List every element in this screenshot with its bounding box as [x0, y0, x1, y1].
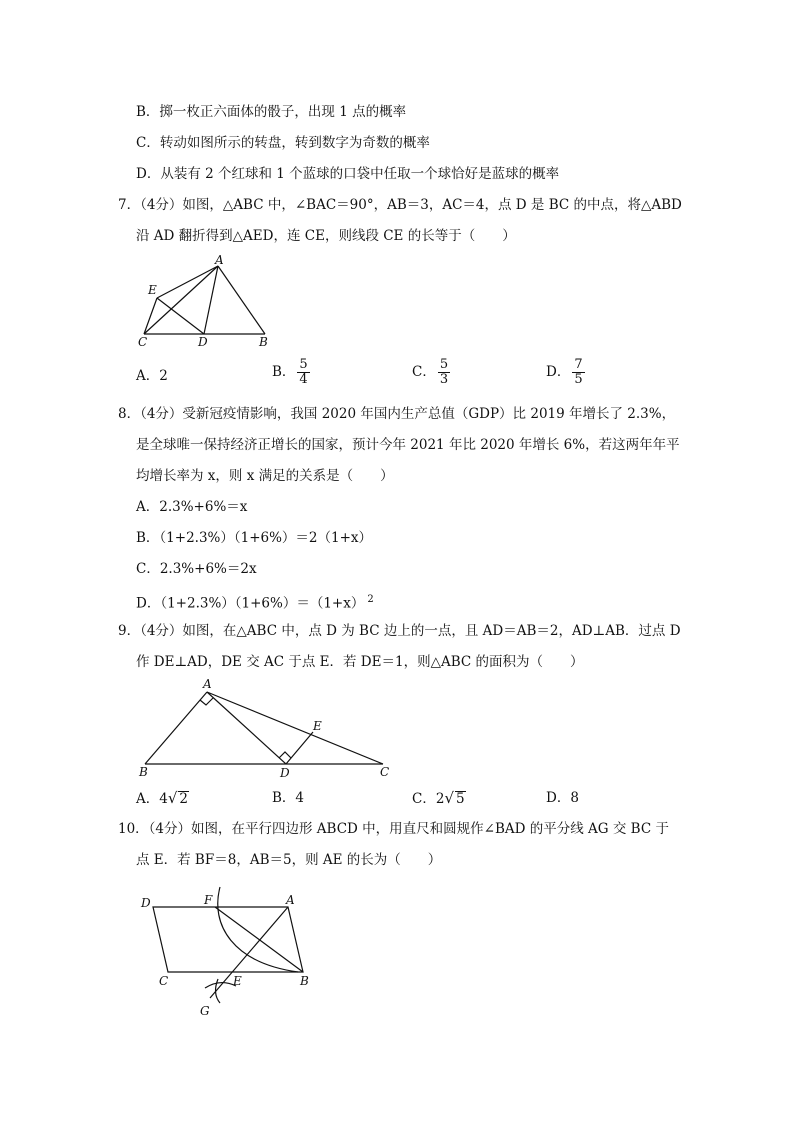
- q9-label-a: A: [203, 677, 212, 691]
- q9-option-d: D．8: [546, 790, 579, 806]
- q7-label-a: A: [215, 253, 224, 267]
- q6-option-c: C．转动如图所示的转盘，转到数字为奇数的概率: [136, 135, 430, 151]
- q6-option-b: B．掷一枚正六面体的骰子，出现 1 点的概率: [136, 104, 407, 120]
- q7-figure: [130, 255, 290, 350]
- q7-seg-ac: [144, 266, 218, 334]
- q8-option-c: C．2.3%+6%＝2x: [136, 561, 257, 577]
- q10-stem-line2: 点 E．若 BF＝8，AB＝5，则 AE 的长为（ ）: [136, 852, 442, 868]
- q9-label-d: D: [280, 766, 290, 780]
- q9-right-angle-d: [279, 752, 291, 758]
- q9-option-a: A．4√ 2: [136, 789, 188, 807]
- q9-seg-ab: [145, 692, 207, 764]
- q7-stem-line1: 7．（4分）如图，△ABC 中，∠BAC＝90°，AB＝3，AC＝4，点 D 是 BC 的中点，将△ABD: [118, 197, 682, 213]
- q7-option-d: D． $\frac{7}{5}$: [546, 357, 583, 387]
- q7-option-c: C． $\frac{5}{3}$: [412, 357, 449, 387]
- q8-stem-line2: 是全球唯一保持经济正增长的国家，预计今年 2021 年比 2020 年增长 6%，若这两年年平: [136, 437, 680, 453]
- q8-stem-line3: 均增长率为 x，则 x 满足的关系是（ ）: [136, 468, 394, 484]
- q9-stem-line2: 作 DE⊥AD，DE 交 AC 于点 E．若 DE＝1，则△ABC 的面积为（ ）: [136, 654, 584, 670]
- q10-label-g: G: [200, 1004, 210, 1018]
- q8-option-a: A．2.3%+6%＝x: [136, 499, 248, 515]
- q7-option-a: A．2: [136, 368, 168, 384]
- q7-stem-line2: 沿 AD 翻折得到△AED，连 CE，则线段 CE 的长等于（ ）: [136, 228, 516, 244]
- q10-label-c: C: [159, 974, 169, 988]
- q8-option-d: D．（1+2.3%）（1+6%）＝（1+x） $^2$: [136, 594, 374, 612]
- q10-figure: [138, 885, 318, 1020]
- q8-stem-line1: 8．（4分）受新冠疫情影响，我国 2020 年国内生产总值（GDP）比 2019 年增长了 2.3%，: [118, 406, 676, 422]
- q10-label-a: A: [286, 893, 295, 907]
- q7-seg-ab: [218, 266, 265, 334]
- q10-stem-line1: 10．（4分）如图，在平行四边形 ABCD 中，用直尺和圆规作∠BAD 的平分线 AG 交 BC 于: [118, 821, 669, 837]
- q8-option-b: B．（1+2.3%）（1+6%）＝2（1+x）: [136, 530, 373, 546]
- q6-option-d: D．从装有 2 个红球和 1 个蓝球的口袋中任取一个球恰好是蓝球的概率: [136, 166, 560, 182]
- q7-label-d: D: [198, 335, 208, 349]
- q7-label-b: B: [259, 335, 268, 349]
- q9-option-c: C．2√ 5: [412, 789, 465, 807]
- q10-label-b: B: [300, 974, 309, 988]
- q10-label-f: F: [204, 893, 213, 907]
- q9-seg-de: [286, 732, 313, 764]
- q9-radical-sign-c: √: [444, 789, 454, 807]
- q9-option-b: B．4: [272, 790, 305, 806]
- q9-figure: [135, 678, 395, 778]
- q10-label-d: D: [141, 896, 151, 910]
- q7-seg-ae: [157, 266, 218, 298]
- q7-option-b: B． $\frac{5}{4}$: [272, 357, 308, 387]
- q9-stem-line1: 9．（4分）如图，在△ABC 中，点 D 为 BC 边上的一点，且 AD＝AB＝2，AD⊥AB．过点 D: [118, 623, 681, 639]
- q7-label-c: C: [138, 335, 148, 349]
- q10-label-e: E: [233, 974, 242, 988]
- q7-label-e: E: [148, 283, 157, 297]
- q9-label-e: E: [313, 719, 322, 733]
- q8-option-d-exponent: 2: [367, 594, 374, 605]
- q9-seg-ad: [207, 692, 286, 764]
- q9-right-angle-a: [200, 698, 213, 705]
- q9-radical-sign-a: √: [167, 789, 178, 807]
- q9-label-b: B: [139, 765, 148, 779]
- q9-label-c: C: [380, 765, 390, 779]
